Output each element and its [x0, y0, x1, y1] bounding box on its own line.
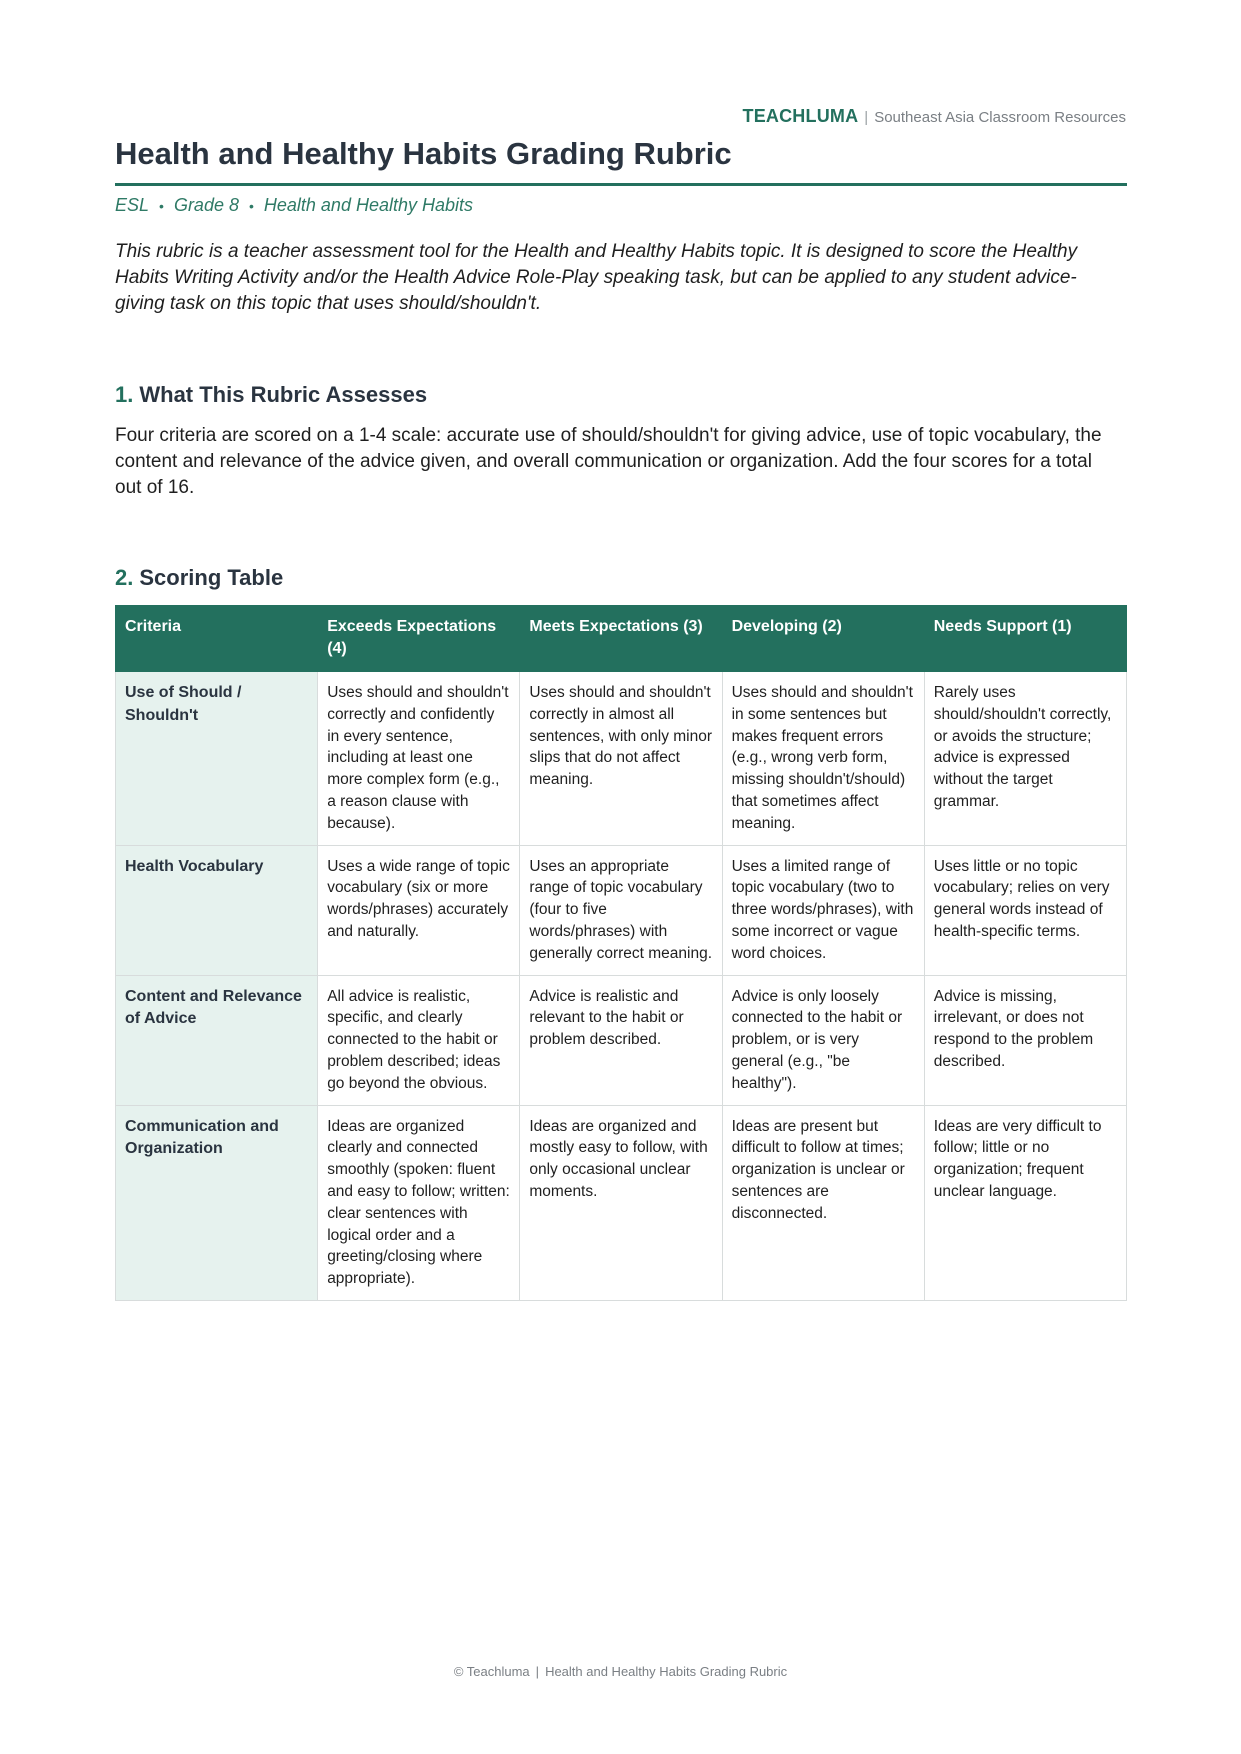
- page-title: Health and Healthy Habits Grading Rubric: [115, 136, 732, 171]
- brand-name: TEACHLUMA: [742, 106, 859, 126]
- header-criteria: Criteria: [116, 606, 318, 672]
- criteria-cell: Health Vocabulary: [116, 845, 318, 975]
- descriptor-cell: Ideas are organized clearly and connected smoothly (spoken: fluent and easy to follow; written: clear sentences with logical order and a greeting/closing where appropriate).: [318, 1105, 520, 1300]
- header-developing: Developing (2): [722, 606, 924, 672]
- table-row: [116, 1105, 1127, 1300]
- descriptor-cell: All advice is realistic, specific, and clearly connected to the habit or problem described; ideas go beyond the obvious.: [318, 975, 520, 1105]
- scoring-table: [115, 605, 1127, 1301]
- page-footer: [0, 1664, 1241, 1679]
- criteria-cell: Use of Should / Shouldn't: [116, 672, 318, 846]
- meta-bullet: •: [159, 198, 164, 214]
- header-needs-support: Needs Support (1): [924, 606, 1126, 672]
- brand-line: [743, 106, 1127, 127]
- descriptor-cell: Uses should and shouldn't in some sentences but makes frequent errors (e.g., wrong verb form, missing shouldn't/should) that sometimes affect meaning.: [722, 672, 924, 846]
- meta-subject: ESL: [115, 195, 150, 215]
- table-row: [116, 975, 1127, 1105]
- brand-tagline: Southeast Asia Classroom Resources: [874, 109, 1126, 126]
- meta-bullet: •: [248, 198, 254, 214]
- criteria-cell: Communication and Organization: [116, 1105, 318, 1300]
- descriptor-cell: Uses should and shouldn't correctly in almost all sentences, with only minor slips that do not affect meaning.: [520, 672, 722, 846]
- descriptor-cell: Advice is missing, irrelevant, or does not respond to the problem described.: [924, 975, 1126, 1105]
- section-heading: [115, 565, 283, 591]
- meta-grade: Grade 8: [173, 195, 239, 215]
- descriptor-cell: Uses little or no topic vocabulary; relies on very general words instead of health-specific terms.: [924, 845, 1126, 975]
- section-title: What This Rubric Assesses: [139, 382, 428, 407]
- table-row: [116, 845, 1127, 975]
- table-row: [116, 672, 1127, 846]
- header-exceeds: Exceeds Expectations (4): [318, 606, 520, 672]
- header-meets: Meets Expectations (3): [520, 606, 722, 672]
- meta-line: [115, 195, 473, 216]
- footer-doc-name: Health and Healthy Habits Grading Rubric: [545, 1664, 788, 1679]
- descriptor-cell: Ideas are very difficult to follow; little or no organization; frequent unclear language.: [924, 1105, 1126, 1300]
- title-divider: [115, 183, 1127, 186]
- footer-copyright: © Teachluma: [453, 1664, 530, 1679]
- descriptor-cell: Advice is only loosely connected to the habit or problem, or is very general (e.g., "be healthy").: [722, 975, 924, 1105]
- section-title: Scoring Table: [139, 565, 284, 590]
- descriptor-cell: Uses a wide range of topic vocabulary (six or more words/phrases) accurately and naturally.: [318, 845, 520, 975]
- descriptor-cell: Uses should and shouldn't correctly and confidently in every sentence, including at least one more complex form (e.g., a reason clause with because).: [318, 672, 520, 846]
- brand-separator: |: [864, 109, 869, 126]
- intro-paragraph: This rubric is a teacher assessment tool for the Health and Healthy Habits topic. It is designed to score the Healthy Habits Writing Activity and/or the Health Advice Role-Play speaking task, but can be applied to any student advice-giving task on this topic that uses should/shouldn't.: [115, 241, 1078, 314]
- descriptor-cell: Uses an appropriate range of topic vocabulary (four to five words/phrases) with generally correct meaning.: [520, 845, 722, 975]
- meta-topic: Health and Healthy Habits: [263, 195, 474, 215]
- section-body: Four criteria are scored on a 1-4 scale: accurate use of should/shouldn't for giving advice, use of topic vocabulary, the content and relevance of the advice given, and overall communication or organization. Add the four scores for a total out of 16.: [115, 425, 1102, 498]
- criteria-cell: Content and Relevance of Advice: [116, 975, 318, 1105]
- descriptor-cell: Ideas are organized and mostly easy to follow, with only occasional unclear moments.: [520, 1105, 722, 1300]
- descriptor-cell: Uses a limited range of topic vocabulary (two to three words/phrases), with some incorrect or vague word choices.: [722, 845, 924, 975]
- table-header-row: [116, 606, 1127, 672]
- section-number: 2.: [115, 565, 134, 590]
- descriptor-cell: Rarely uses should/shouldn't correctly, or avoids the structure; advice is expressed without the target grammar.: [924, 672, 1126, 846]
- descriptor-cell: Ideas are present but difficult to follow at times; organization is unclear or sentences are disconnected.: [722, 1105, 924, 1300]
- section-number: 1.: [115, 382, 134, 407]
- section-heading: [115, 382, 427, 408]
- descriptor-cell: Advice is realistic and relevant to the habit or problem described.: [520, 975, 722, 1105]
- footer-separator: |: [535, 1664, 540, 1679]
